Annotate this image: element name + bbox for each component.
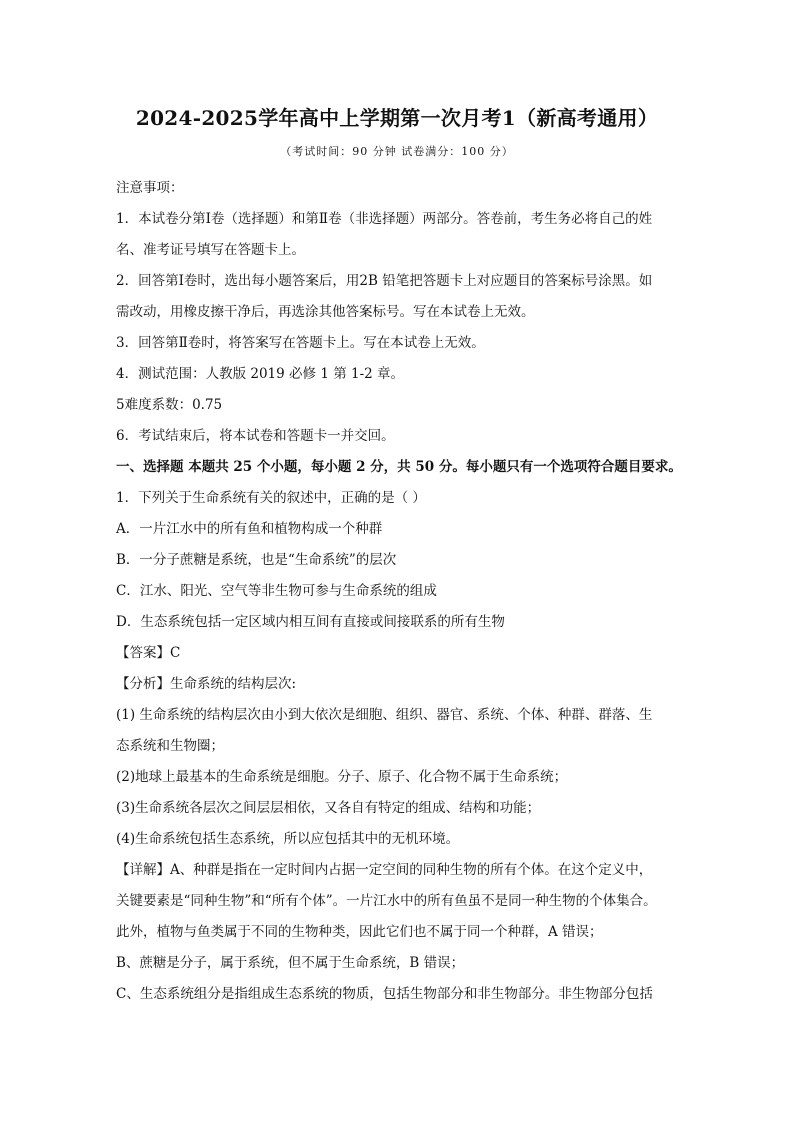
option-c: C．江水、阳光、空气等非生物可参与生命系统的组成 xyxy=(116,583,437,599)
exam-title: 2024-2025学年高中上学期第一次月考1（新高考通用） xyxy=(135,106,659,130)
detail-line-5: C、生态系统组分是指组成生态系统的物质，包括生物部分和非生物部分。非生物部分包括 xyxy=(116,986,653,1002)
analysis-heading: 【分析】生命系统的结构层次: xyxy=(116,676,297,692)
analysis-point-3: (3)生命系统各层次之间层层相依，又各自有特定的组成、结构和功能； xyxy=(116,800,541,816)
analysis-point-2: (2)地球上最基本的生命系统是细胞。分子、原子、化合物不属于生命系统； xyxy=(116,769,568,785)
detail-line-3: 此外，植物与鱼类属于不同的生物种类，因此它们也不属于同一个种群，A 错误； xyxy=(116,924,603,940)
note-item-4: 4．测试范围：人教版 2019 必修 1 第 1-2 章。 xyxy=(116,366,405,382)
option-b: B．一分子蔗糖是系统，也是“生命系统”的层次 xyxy=(116,552,397,568)
note-item-6: 6．考试结束后，将本试卷和答题卡一并交回。 xyxy=(116,428,395,444)
note-item-3: 3．回答第Ⅱ卷时，将答案写在答题卡上。写在本试卷上无效。 xyxy=(116,335,485,351)
note-item-2-line-2: 需改动，用橡皮擦干净后，再选涂其他答案标号。写在本试卷上无效。 xyxy=(116,304,535,320)
detail-line-1: 【详解】A、种群是指在一定时间内占据一定空间的同种生物的所有个体。在这个定义中， xyxy=(116,862,653,878)
question-stem: 1．下列关于生命系统有关的叙述中，正确的是（ ） xyxy=(116,490,426,506)
exam-subtitle: （考试时间：90 分钟 试卷满分：100 分） xyxy=(280,145,514,158)
answer-line: 【答案】C xyxy=(116,645,181,661)
detail-line-4: B、蔗糖是分子，属于系统，但不属于生命系统，B 错误； xyxy=(116,955,465,971)
option-a: A．一片江水中的所有鱼和植物构成一个种群 xyxy=(116,521,383,537)
note-item-1-line-2: 名、准考证号填写在答题卡上。 xyxy=(116,242,305,258)
analysis-point-1-line-2: 态系统和生物圈； xyxy=(116,738,224,754)
analysis-point-1-line-1: (1) 生命系统的结构层次由小到大依次是细胞、组织、器官、系统、个体、种群、群落、生 xyxy=(116,707,653,723)
note-item-1-line-1: 1．本试卷分第Ⅰ卷（选择题）和第Ⅱ卷（非选择题）两部分。答卷前，考生务必将自己的姓 xyxy=(116,211,653,227)
section-heading: 一、选择题 本题共 25 个小题，每小题 2 分，共 50 分。每小题只有一个选项符合题目要求。 xyxy=(116,459,682,475)
note-item-2-line-1: 2．回答第Ⅰ卷时，选出每小题答案后，用2B 铅笔把答题卡上对应题目的答案标号涂黑。如 xyxy=(116,273,653,289)
detail-line-2: 关键要素是“同种生物”和“所有个体”。一片江水中的所有鱼虽不是同一种生物的个体集合。 xyxy=(116,893,657,909)
notes-heading: 注意事项： xyxy=(116,180,184,196)
analysis-point-4: (4)生命系统包括生态系统，所以应包括其中的无机环境。 xyxy=(116,831,460,847)
option-d: D．生态系统包括一定区域内相互间有直接或间接联系的所有生物 xyxy=(116,614,505,630)
note-item-5: 5难度系数：0.75 xyxy=(116,397,223,413)
